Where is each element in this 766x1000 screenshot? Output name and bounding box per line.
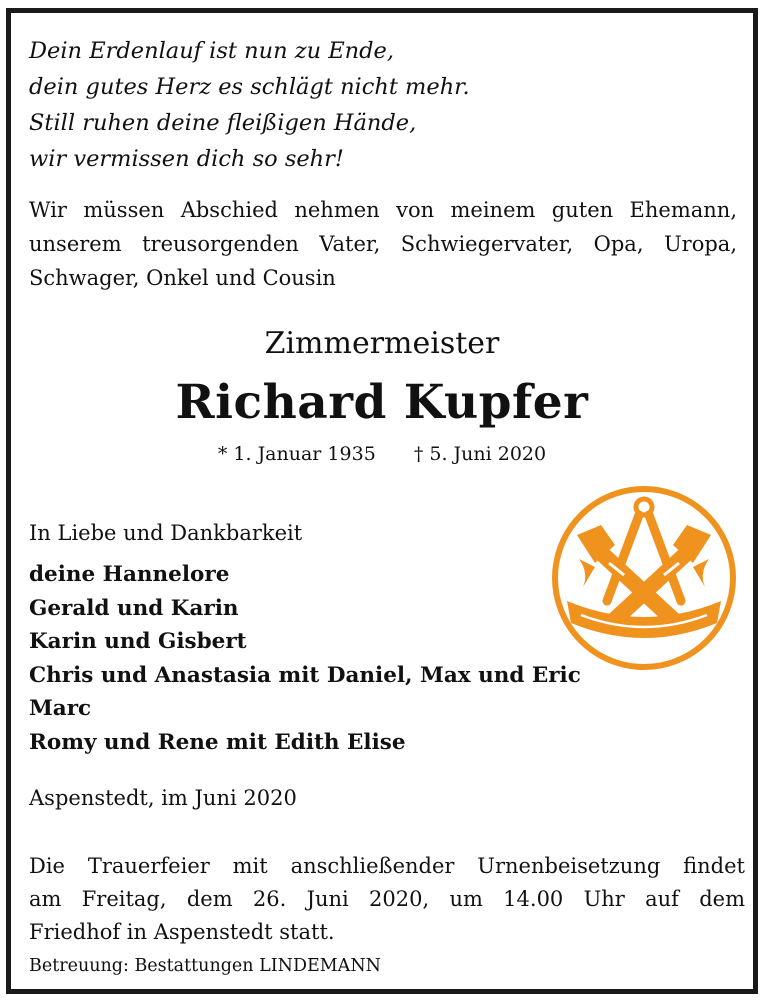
farewell-line: Schwager, Onkel und Cousin	[29, 266, 336, 290]
life-dates	[11, 443, 753, 465]
funeral-home-credit: Betreuung: Bestattungen LINDEMANN	[29, 956, 381, 976]
mourner-entry: Gerald und Karin	[29, 595, 239, 621]
poem	[29, 33, 470, 177]
poem-line: Dein Erdenlauf ist nun zu Ende,	[29, 38, 395, 64]
mourner-entry: deine Hannelore	[29, 562, 230, 587]
farewell-line: unserem treusorgenden Vater, Schwiegervater, Opa, Uropa,	[29, 232, 737, 256]
poem-line: Still ruhen deine fleißigen Hände,	[29, 110, 417, 136]
thanks-line: In Liebe und Dankbarkeit	[29, 521, 303, 545]
place-and-date: Aspenstedt, im Juni 2020	[29, 786, 297, 810]
death-date: † 5. Juni 2020	[413, 443, 547, 465]
mourner-entry: Marc	[29, 696, 92, 721]
farewell-line: Wir müssen Abschied nehmen von meinem guten Ehemann,	[29, 198, 737, 222]
birth-date: * 1. Januar 1935	[217, 443, 376, 465]
farewell-text	[29, 193, 737, 295]
deceased-name: Richard Kupfer	[175, 375, 589, 430]
funeral-line: am Freitag, dem 26. Juni 2020, um 14.00 Uhr auf dem	[29, 887, 745, 911]
funeral-line: Friedhof in Aspenstedt statt.	[29, 920, 335, 944]
mourner-entry: Romy und Rene mit Edith Elise	[29, 729, 406, 755]
poem-line: wir vermissen dich so sehr!	[29, 146, 344, 172]
deceased-profession: Zimmermeister	[264, 326, 500, 361]
funeral-line: Die Trauerfeier mit anschließender Urnenbeisetzung findet	[29, 854, 745, 878]
obituary-notice	[6, 8, 758, 994]
funeral-details	[29, 850, 745, 949]
mourners-list	[29, 558, 581, 759]
mourner-entry: Chris und Anastasia mit Daniel, Max und Eric	[29, 662, 581, 688]
poem-line: dein gutes Herz es schlägt nicht mehr.	[29, 74, 470, 100]
mourner-entry: Karin und Gisbert	[29, 629, 247, 654]
